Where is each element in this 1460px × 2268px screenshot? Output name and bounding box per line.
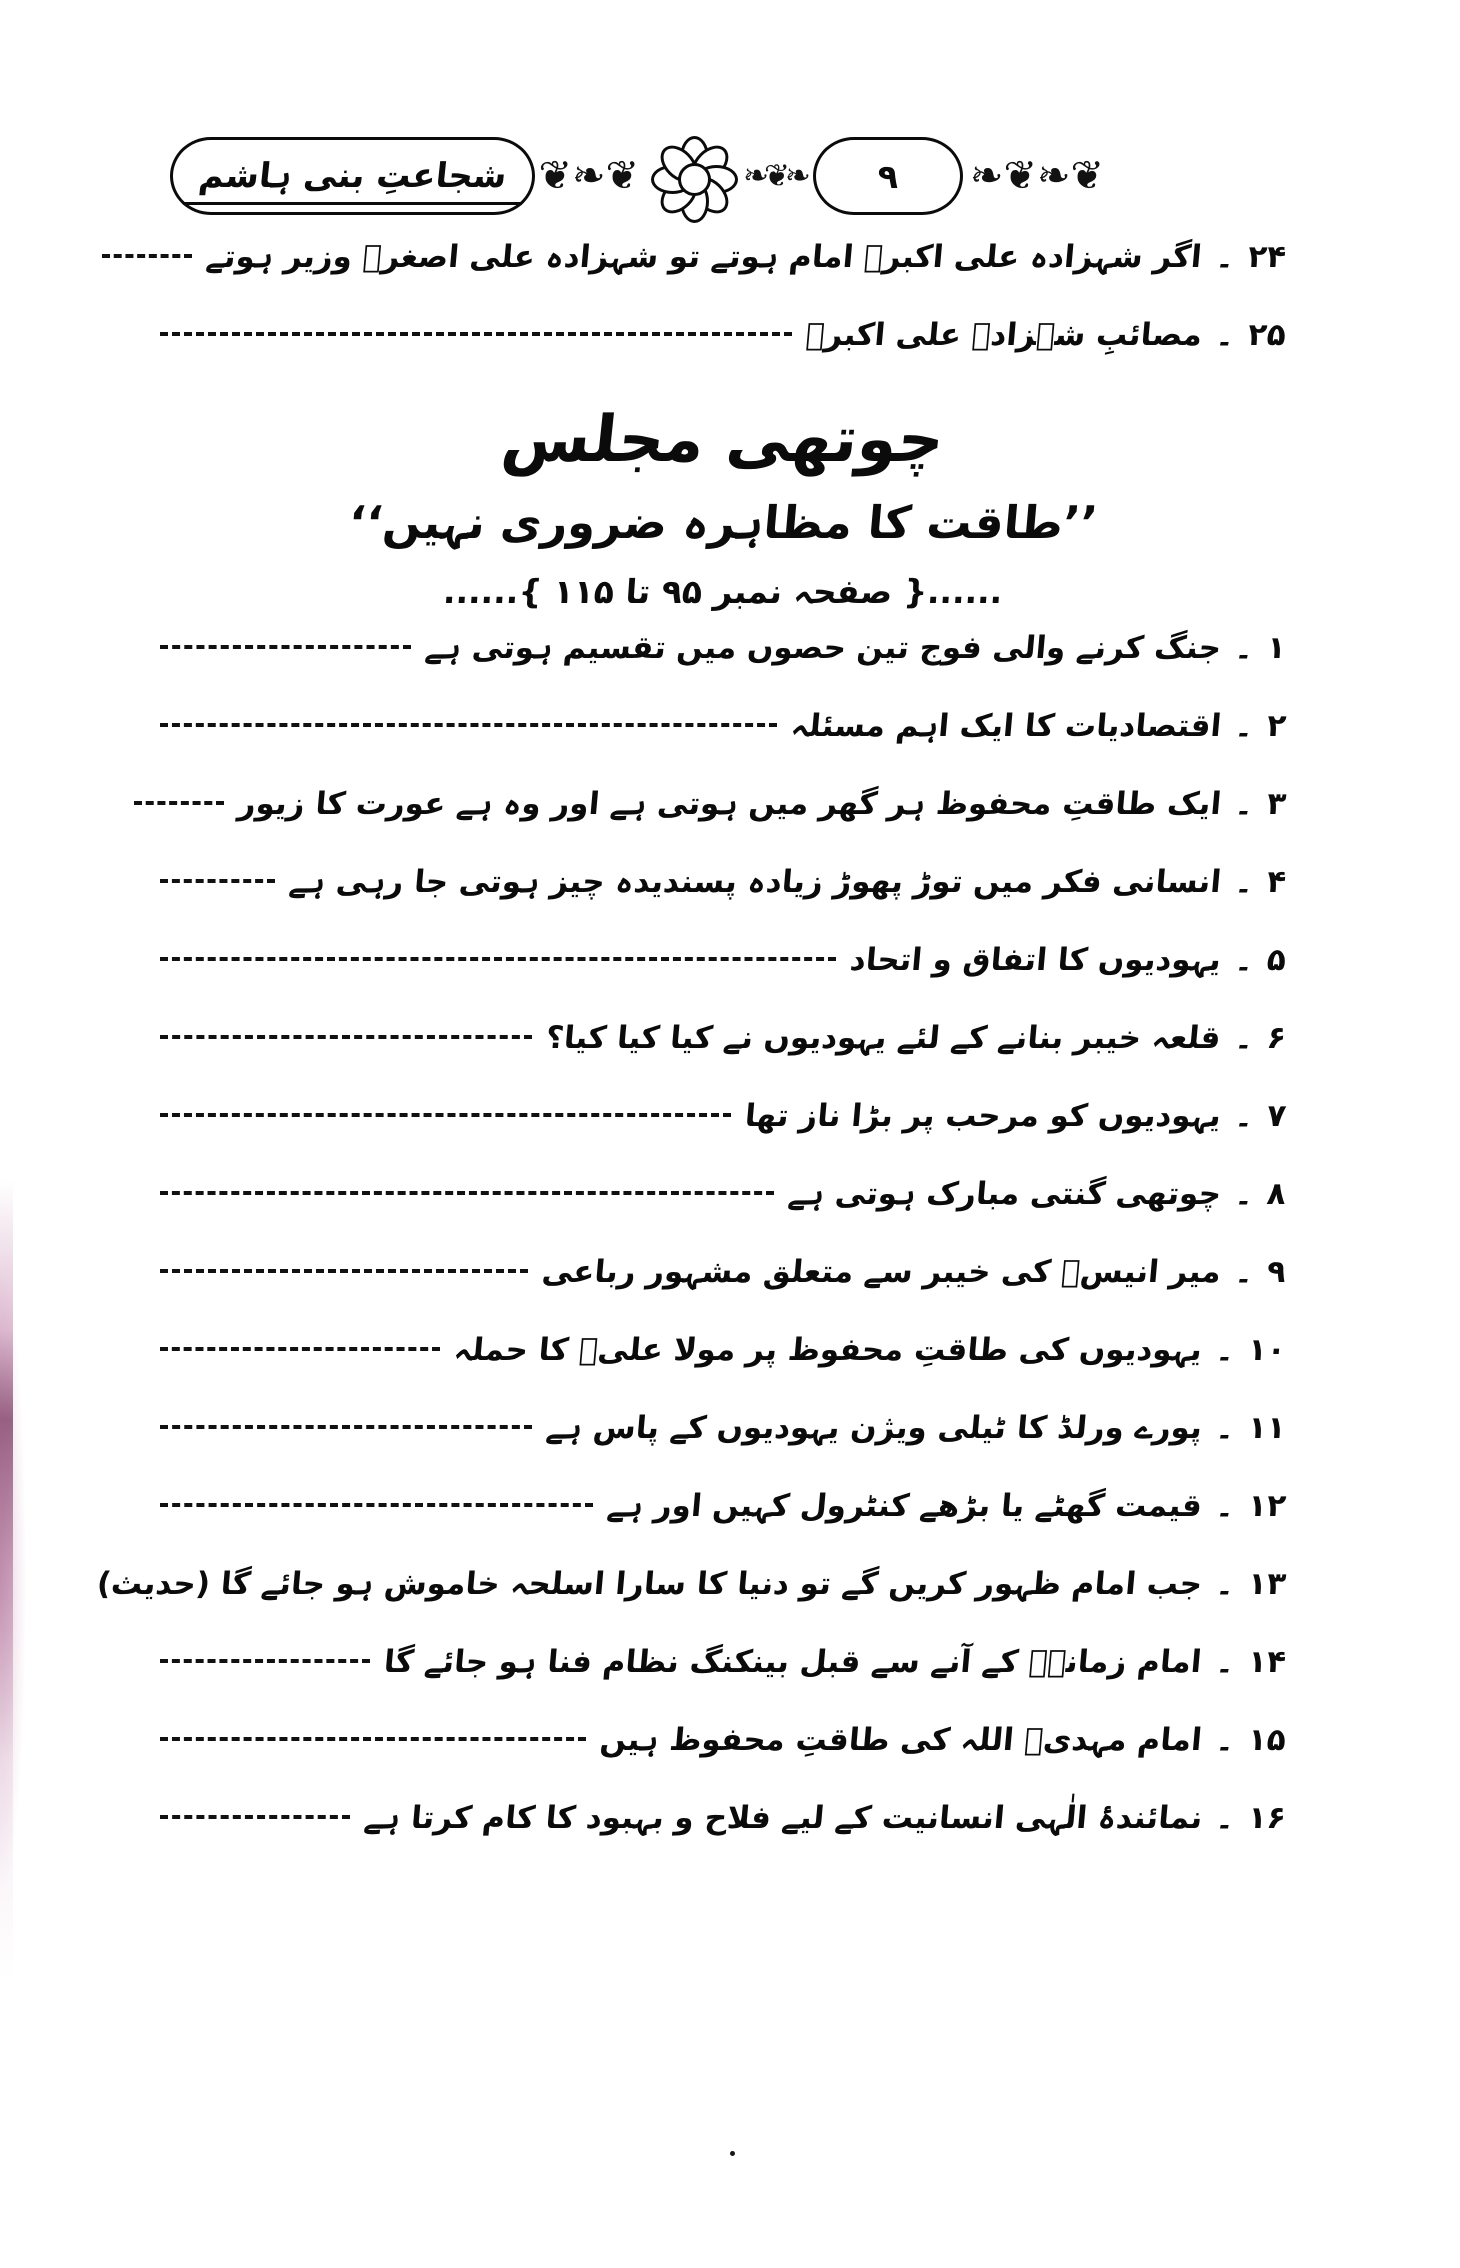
entry-title: پورے ورلڈ کا ٹیلی ویژن یہودیوں کے پاس ہے bbox=[544, 1410, 1204, 1447]
list-item bbox=[160, 1637, 1286, 1709]
list-item bbox=[160, 1481, 1286, 1553]
majlis-page-range: ......{ صفحہ نمبر ۹۵ تا ۱۱۵ }...... bbox=[442, 571, 1005, 611]
ornament-middle-icon: ❧❦❧ bbox=[742, 157, 806, 194]
entry-separator: ۔ bbox=[1214, 1722, 1236, 1759]
leader-dashes bbox=[160, 1659, 370, 1663]
list-item bbox=[160, 1091, 1286, 1163]
list-item bbox=[160, 857, 1286, 929]
list-item bbox=[160, 310, 1286, 382]
entry-title: مصائبِ شہزادہ علی اکبرؑ bbox=[804, 317, 1204, 353]
list-item bbox=[160, 1793, 1286, 1865]
leader-dashes bbox=[160, 1113, 731, 1117]
entry-title: اگر شہزادہ علی اکبرؑ امام ہوتے تو شہزادہ علی اصغرؑ وزیر ہوتے bbox=[204, 239, 1204, 275]
entry-separator: ۔ bbox=[1233, 1176, 1255, 1213]
entry-title: اقتصادیات کا ایک اہم مسئلہ bbox=[789, 708, 1223, 745]
page-number-frame bbox=[813, 137, 963, 215]
list-item bbox=[160, 1169, 1286, 1241]
leader-dashes bbox=[160, 1503, 593, 1507]
leader-dashes bbox=[160, 1035, 532, 1039]
list-item bbox=[160, 1715, 1286, 1787]
scan-edge-artifact-glow bbox=[0, 1270, 26, 1890]
entry-separator: ۔ bbox=[1214, 1410, 1236, 1447]
entry-title: قیمت گھٹے یا بڑھے کنٹرول کہیں اور ہے bbox=[605, 1488, 1204, 1525]
entry-number: ۱۵ bbox=[1246, 1722, 1288, 1759]
entry-title: ایک طاقتِ محفوظ ہر گھر میں ہوتی ہے اور وہ ہے عورت کا زیور bbox=[236, 786, 1223, 823]
list-item bbox=[160, 1013, 1286, 1085]
entry-separator: ۔ bbox=[1214, 239, 1236, 275]
list-item bbox=[160, 1325, 1286, 1397]
list-item bbox=[160, 779, 1286, 851]
entry-separator: ۔ bbox=[1214, 1800, 1236, 1837]
entry-separator: ۔ bbox=[1214, 317, 1236, 353]
entry-number: ۴ bbox=[1265, 864, 1288, 901]
page-number: ۹ bbox=[877, 156, 898, 196]
entry-number: ۳ bbox=[1265, 786, 1288, 823]
entry-title: چوتھی گنتی مبارک ہوتی ہے bbox=[786, 1176, 1223, 1213]
entry-number: ۵ bbox=[1265, 942, 1288, 979]
entry-number: ۱۴ bbox=[1246, 1644, 1288, 1681]
leader-dashes bbox=[160, 1737, 586, 1741]
list-item bbox=[95, 1559, 1288, 1631]
leader-dashes bbox=[160, 723, 777, 727]
entry-number: ۱۰ bbox=[1246, 1332, 1288, 1369]
entry-separator: ۔ bbox=[1233, 942, 1255, 979]
leader-dashes bbox=[160, 1425, 532, 1429]
leader-dashes bbox=[160, 332, 792, 336]
entry-number: ۱۶ bbox=[1246, 1800, 1288, 1837]
entry-separator: ۔ bbox=[1214, 1332, 1236, 1369]
book-title: شجاعتِ بنی ہاشم bbox=[196, 156, 509, 196]
entry-title: جنگ کرنے والی فوج تین حصوں میں تقسیم ہوتی ہے bbox=[423, 630, 1223, 667]
entry-number: ۹ bbox=[1265, 1254, 1288, 1291]
entry-title: قلعہ خیبر بنانے کے لئے یہودیوں نے کیا کیا کیا؟ bbox=[544, 1020, 1223, 1057]
entry-separator: ۔ bbox=[1214, 1644, 1236, 1681]
leader-dashes bbox=[134, 801, 224, 805]
list-item bbox=[160, 1403, 1286, 1475]
majlis-title: چوتھی مجلس bbox=[498, 403, 948, 477]
entry-title: امام زمانہؑ کے آنے سے قبل بینکنگ نظام فنا ہو جائے گا bbox=[382, 1644, 1204, 1681]
leader-dashes bbox=[160, 1347, 440, 1351]
leader-dashes bbox=[160, 879, 275, 883]
scan-edge-artifact bbox=[0, 0, 13, 2268]
list-item bbox=[160, 701, 1286, 773]
entry-number: ۱۳ bbox=[1246, 1566, 1288, 1603]
entry-separator: ۔ bbox=[1233, 1020, 1255, 1057]
header-title-frame bbox=[170, 137, 535, 215]
page-content bbox=[95, 0, 1310, 2268]
entry-number: ۲۵ bbox=[1246, 317, 1288, 353]
list-item bbox=[160, 232, 1286, 304]
leader-dashes bbox=[160, 1191, 774, 1195]
entry-number: ۸ bbox=[1265, 1176, 1288, 1213]
leader-dashes bbox=[160, 645, 411, 649]
entry-separator: ۔ bbox=[1233, 786, 1255, 823]
entry-title: جب امام ظہور کریں گے تو دنیا کا سارا اسلحہ خاموش ہو جائے گا (حدیث) bbox=[95, 1566, 1204, 1603]
entry-title: میر انیسؔ کی خیبر سے متعلق مشہور رباعی bbox=[540, 1254, 1223, 1291]
entry-number: ۲۴ bbox=[1246, 239, 1288, 275]
footer-dot-mark bbox=[730, 2151, 735, 2156]
majlis-heading-block bbox=[160, 400, 1286, 613]
list-item bbox=[160, 623, 1286, 695]
entry-title: نمائندۂ الٰہی انسانیت کے لیے فلاح و بہبود کا کام کرتا ہے bbox=[362, 1800, 1204, 1837]
entry-separator: ۔ bbox=[1233, 1098, 1255, 1135]
entry-number: ۲ bbox=[1265, 708, 1288, 745]
entry-number: ۱۲ bbox=[1246, 1488, 1288, 1525]
ornament-right-icon: ❦❧❦ bbox=[538, 153, 639, 199]
flower-ornament-icon bbox=[648, 133, 734, 219]
list-item bbox=[160, 935, 1286, 1007]
leader-dashes bbox=[160, 957, 836, 961]
entry-title: یہودیوں کا اتفاق و اتحاد bbox=[848, 942, 1223, 979]
page-header bbox=[170, 130, 1280, 222]
entry-separator: ۔ bbox=[1233, 708, 1255, 745]
ornament-left-icon: ❦❧❦❧ bbox=[969, 153, 1104, 199]
leader-dashes bbox=[160, 1269, 528, 1273]
list-item bbox=[160, 1247, 1286, 1319]
entry-number: ۶ bbox=[1265, 1020, 1288, 1057]
entry-separator: ۔ bbox=[1233, 1254, 1255, 1291]
entry-title: یہودیوں کو مرحب پر بڑا ناز تھا bbox=[743, 1098, 1223, 1135]
entry-number: ۱۱ bbox=[1246, 1410, 1288, 1447]
majlis-subtitle: ’’طاقت کا مظاہرہ ضروری نہیں‘‘ bbox=[346, 496, 1100, 549]
entry-number: ۱ bbox=[1265, 630, 1288, 667]
entry-separator: ۔ bbox=[1214, 1566, 1236, 1603]
entry-separator: ۔ bbox=[1233, 630, 1255, 667]
entry-number: ۷ bbox=[1265, 1098, 1288, 1135]
leader-dashes bbox=[102, 254, 192, 258]
entry-title: یہودیوں کی طاقتِ محفوظ پر مولا علیؑ کا حملہ bbox=[452, 1332, 1204, 1369]
table-of-contents bbox=[95, 232, 1288, 1871]
entry-separator: ۔ bbox=[1214, 1488, 1236, 1525]
entry-title: انسانی فکر میں توڑ پھوڑ زیادہ پسندیدہ چیز ہوتی جا رہی ہے bbox=[287, 864, 1223, 901]
leader-dashes bbox=[160, 1815, 350, 1819]
entry-separator: ۔ bbox=[1233, 864, 1255, 901]
entry-title: امام مہدیؑ اللہ کی طاقتِ محفوظ ہیں bbox=[598, 1722, 1204, 1759]
